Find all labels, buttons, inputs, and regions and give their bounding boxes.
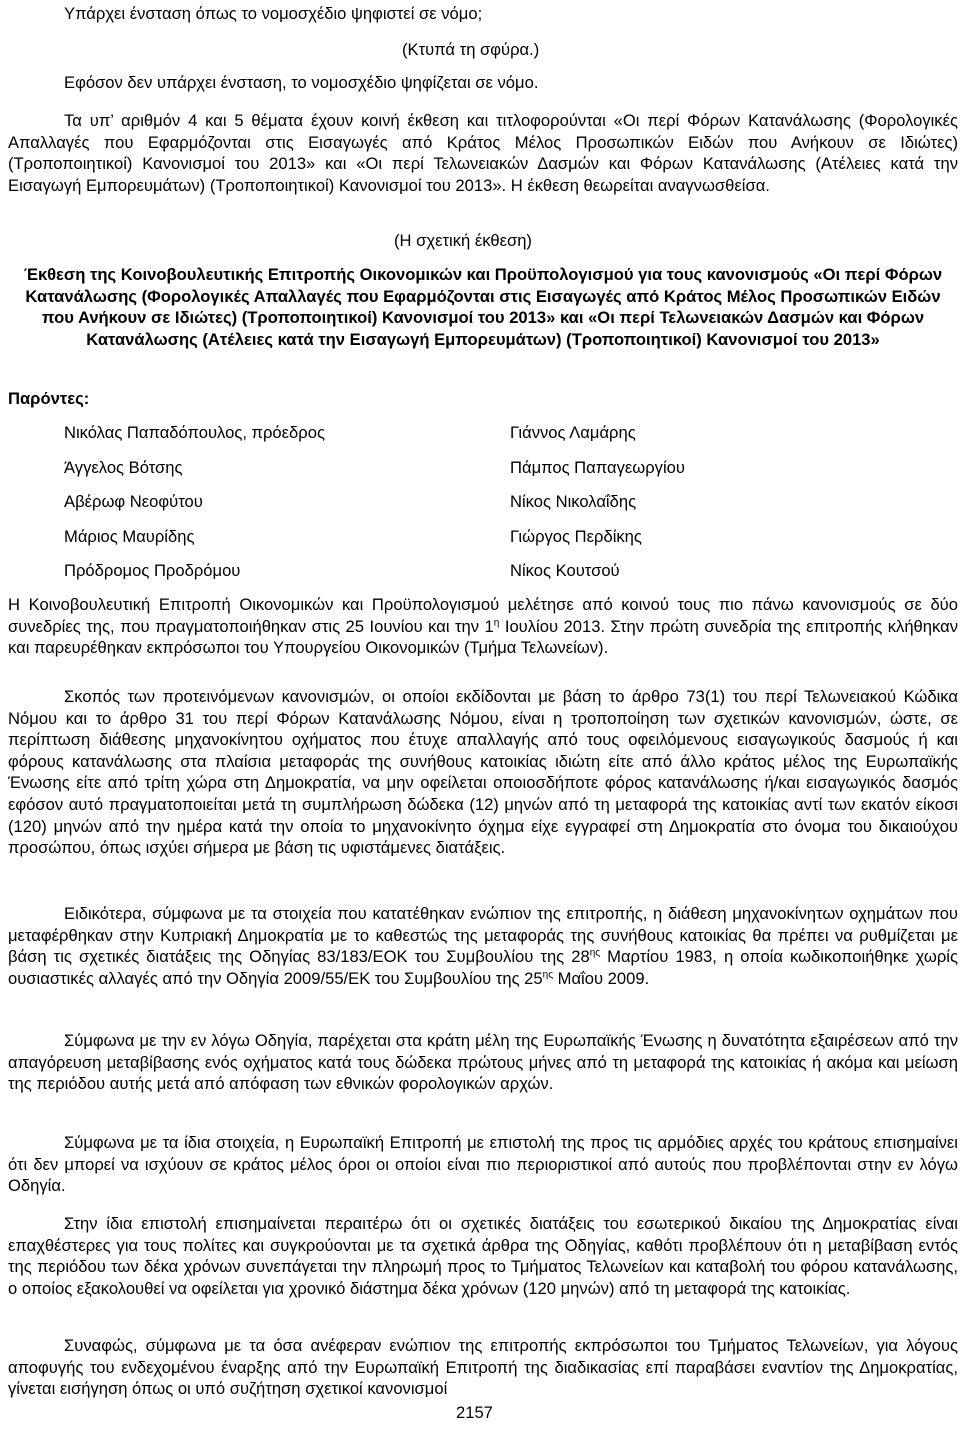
report-note: Τα υπ’ αριθμόν 4 και 5 θέματα έχουν κοινή έκθεση και τιτλοφορούνται «Οι περί Φόρων Κατανάλωσης (Φορολογικές Απαλλαγές που Εφαρμόζονται στις Εισαγωγές από Κράτος Μέλος Προσωπικών Ειδών που Ανήκουν σε Ιδιώτες) (Τροποποιητικοί) Κανονισμοί του 2013» και «Οι περί Τελωνειακών Δασμών και Φόρων Κατανάλωσης (Ατέλειες κατά την Εισαγωγή Εμπορευμάτων) (Τροποποιητικοί) Κανονισμοί του 2013». Η έκθεση θεωρείται αναγνωσθείσα. bbox=[8, 111, 958, 195]
members-right-column bbox=[510, 422, 685, 595]
intro-gavel: (Κτυπά τη σφύρα.) bbox=[402, 40, 540, 59]
paragraph-3: Ειδικότερα, σύμφωνα με τα στοιχεία που κατατέθηκαν ενώπιον της επιτροπής, η διάθεση μηχανοκίνητων οχημάτων που μεταφέρθηκαν στην Κυπριακή Δημοκρατία με το καθεστώς της μεταφοράς της συνήθους κατοικίας θα πρέπει να ρυθμίζεται με βάση τις σχετικές διατάξεις της Οδηγίας 83/183/ΕΟΚ του Συμβουλίου της $28^{\eta\varsigma}$ Μαρτίου 1983, η οποία κωδικοποιήθηκε χωρίς ουσιαστικές αλλαγές από την Οδηγία 2009/55/ΕΚ του Συμβουλίου της $25^{\eta\varsigma}$ Μαΐου 2009. bbox=[8, 904, 958, 988]
member-name: Νικόλας Παπαδόπουλος, πρόεδρος bbox=[64, 423, 325, 442]
paragraph-7: Συναφώς, σύμφωνα με τα όσα ανέφεραν ενώπιον της επιτροπής εκπρόσωποι του Τμήματος Τελωνείων, για λόγους αποφυγής του ενδεχομένου έναρξης από την Ευρωπαϊκή Επιτροπή της διαδικασίας επί παραβάσει εναντίον της Δημοκρατίας, γίνεται εισήγηση όπως οι υπό συζήτηση σχετικοί κανονισμοί bbox=[8, 1336, 958, 1399]
paragraph-6: Στην ίδια επιστολή επισημαίνεται περαιτέρω ότι οι σχετικές διατάξεις του εσωτερικού δικαίου της Δημοκρατίας είναι επαχθέστερες για τους πολίτες και συγκρούονται με τα σχετικά άρθρα της Οδηγίας, καθότι προβλέπουν ότι η μεταβίβαση εντός της περιόδου των δέκα χρόνων συνεπάγεται την πληρωμή προς το Τμήματος Τελωνείων και καταβολή του φόρου κατανάλωσης, ο οποίος εξακολουθεί να οφείλεται για χρονικό διάστημα δέκα χρόνων (120 μηνών) από τη μεταφορά της κατοικίας. bbox=[8, 1214, 958, 1298]
member-name: Μάριος Μαυρίδης bbox=[64, 526, 195, 546]
members-left-column bbox=[64, 422, 325, 595]
member-name: Πάμπος Παπαγεωργίου bbox=[510, 457, 685, 477]
report-title: Έκθεση της Κοινοβουλευτικής Επιτροπής Οικονομικών και Προϋπολογισμού για τους κανονισμούς «Οι περί Φόρων Κατανάλωσης (Φορολογικές Απαλλαγές που Εφαρμόζονται στις Εισαγωγές από Κράτος Μέλος Προσωπικών Ειδών που Ανήκουν σε Ιδιώτες) (Τροποποιητικοί) Κανονισμοί του 2013» και «Οι περί Τελωνειακών Δασμών και Φόρων Κατανάλωσης (Ατέλειες κατά την Εισαγωγή Εμπορευμάτων) (Τροποποιητικοί) Κανονισμοί του 2013» bbox=[23, 265, 943, 349]
member-name: Αβέρωφ Νεοφύτου bbox=[64, 492, 203, 511]
member-name: Νίκος Νικολαΐδης bbox=[510, 492, 637, 511]
paragraph-5: Σύμφωνα με τα ίδια στοιχεία, η Ευρωπαϊκή Επιτροπή με επιστολή της προς τις αρμόδιες αρχές του κράτους επισημαίνει ότι δεν μπορεί να ισχύουν σε κράτος μέλος όροι οι οποίοι είναι πιο περιοριστικοί από αυτούς που προβλέπονται στην εν λόγω Οδηγία. bbox=[8, 1133, 958, 1196]
page-number: 2157 bbox=[456, 1403, 493, 1422]
paragraph-1: Η Κοινοβουλευτική Επιτροπή Οικονομικών και Προϋπολογισμού μελέτησε από κοινού τους πιο πάνω κανονισμούς σε δύο συνεδρίες της, που πραγματοποιήθηκαν στις 25 Ιουνίου και την $1^\eta$ Ιουλίου 2013. Στην πρώτη συνεδρία της επιτροπής κλήθηκαν και παρευρέθηκαν εκπρόσωποι του Υπουργείου Οικονομικών (Τμήμα Τελωνείων). bbox=[8, 595, 958, 658]
intro-question: Υπάρχει ένσταση όπως το νομοσχέδιο ψηφιστεί σε νόμο; bbox=[64, 4, 483, 23]
paragraph-2: Σκοπός των προτεινόμενων κανονισμών, οι οποίοι εκδίδονται με βάση το άρθρο 73(1) του περί Τελωνειακού Κώδικα Νόμου και το άρθρο 31 του περί Φόρων Κατανάλωσης Νόμου, είναι η τροποποίηση των σχετικών κανονισμών, ώστε, σε περίπτωση διάθεσης μηχανοκίνητου οχήματος που έτυχε απαλλαγής από τους οφειλόμενους εισαγωγικούς δασμούς ή και φόρους κατανάλωσης στα πλαίσια μεταφοράς της συνήθους κατοικίας ιδιώτη είτε από άλλο κράτος μέλος της Ευρωπαϊκής Ένωσης είτε από τρίτη χώρα στη Δημοκρατία, να μην οφείλεται οποιοσδήποτε φόρος κατανάλωσης ή/και εισαγωγικός δασμός εφόσον αυτό πραγματοποιείται μετά τη συμπλήρωση δώδεκα (12) μηνών από τη μεταφορά της κατοικίας αντί των εκατόν είκοσι (120) μηνών από την ημέρα κατά την οποία το μηχανοκίνητο όχημα είχε εγγραφεί στη Δημοκρατία στο όνομα του δικαιούχου προσώπου, όπως ισχύει σήμερα με βάση τις υφιστάμενες διατάξεις. bbox=[8, 687, 958, 858]
member-name: Γιάννος Λαμάρης bbox=[510, 423, 636, 442]
present-label: Παρόντες: bbox=[8, 389, 90, 408]
member-name: Νίκος Κουτσού bbox=[510, 561, 620, 580]
paragraph-4: Σύμφωνα με την εν λόγω Οδηγία, παρέχεται στα κράτη μέλη της Ευρωπαϊκής Ένωσης η δυνατότητα εξαιρέσεων από την απαγόρευση μεταβίβασης ενός οχήματος κατά τους δώδεκα πρώτους μήνες από τη μεταφορά της κατοικίας ή ακόμα και μείωση της περιόδου αυτής μετά από απόφαση των εθνικών φορολογικών αρχών. bbox=[8, 1031, 958, 1094]
member-name: Πρόδρομος Προδρόμου bbox=[64, 561, 241, 580]
intro-approval: Εφόσον δεν υπάρχει ένσταση, το νομοσχέδιο ψηφίζεται σε νόμο. bbox=[64, 73, 539, 92]
member-name: Άγγελος Βότσης bbox=[64, 457, 183, 477]
member-name: Γιώργος Περδίκης bbox=[510, 526, 642, 546]
report-caption: (Η σχετική έκθεση) bbox=[394, 231, 532, 250]
